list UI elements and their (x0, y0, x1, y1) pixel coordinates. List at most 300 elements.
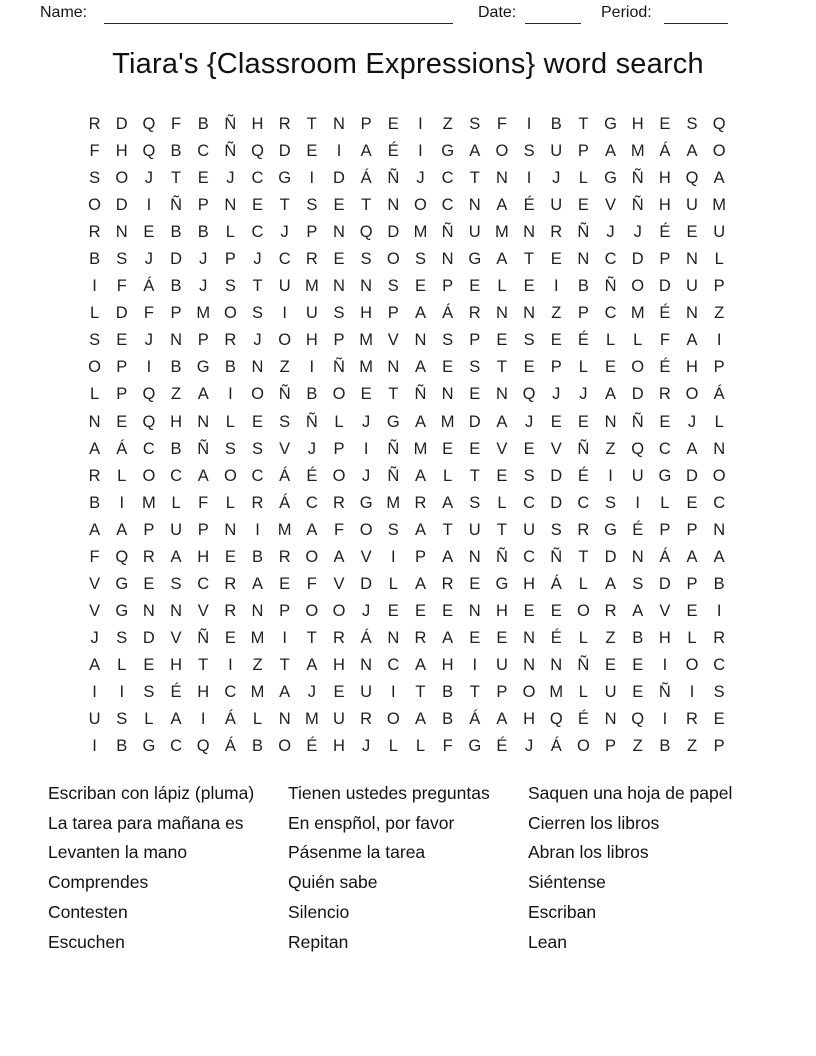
grid-cell: E (496, 628, 508, 647)
grid-cell: S (360, 250, 372, 269)
grid-cell: P (333, 331, 345, 350)
grid-cell: G (495, 574, 509, 593)
grid-cell: N (387, 628, 400, 647)
grid-cell: S (89, 331, 101, 350)
grid-cell: N (333, 223, 345, 242)
grid-cell: D (142, 628, 155, 647)
grid-cell: A (686, 547, 698, 566)
grid-cell: O (278, 737, 292, 756)
word-list-item: Tienen ustedes preguntas (288, 783, 490, 803)
grid-cell: S (170, 574, 182, 593)
grid-cell: H (495, 601, 508, 620)
grid-cell: Q (142, 412, 156, 431)
grid-cell: H (333, 737, 345, 756)
grid-cell: Q (685, 169, 699, 188)
grid-cell: L (578, 574, 588, 593)
grid-cell: H (523, 710, 536, 729)
grid-cell: H (197, 683, 210, 701)
grid-cell: U (360, 683, 373, 701)
grid-cell: I (363, 439, 369, 458)
grid-cell: T (578, 115, 589, 134)
grid-cell: J (90, 628, 99, 647)
grid-cell: O (223, 466, 237, 485)
grid-cell: F (116, 277, 127, 296)
grid-cell: Á (713, 385, 725, 404)
grid-cell: R (468, 304, 481, 323)
grid-cell: D (115, 196, 128, 215)
grid-cell: P (279, 601, 291, 620)
grid-cell: E (414, 277, 426, 296)
grid-cell: N (224, 196, 237, 215)
grid-cell: C (441, 196, 454, 215)
grid-cell: P (713, 737, 725, 756)
grid-cell: O (576, 737, 590, 756)
grid-cell: É (659, 358, 671, 377)
grid-cell: A (713, 547, 725, 566)
grid-cell: Ñ (631, 169, 644, 188)
grid-cell: I (472, 655, 478, 674)
grid-cell: A (605, 385, 617, 404)
grid-cell: P (442, 277, 454, 296)
grid-cell: Á (143, 277, 155, 296)
grid-cell: D (170, 250, 182, 269)
grid-cell: J (253, 331, 262, 350)
grid-cell: A (197, 466, 209, 485)
grid-cell: A (632, 601, 644, 620)
grid-cell: O (88, 196, 101, 215)
grid-cell: É (632, 520, 644, 539)
grid-cell: É (659, 223, 671, 242)
grid-cell: Q (712, 115, 726, 134)
date-blank-line (525, 5, 581, 24)
grid-cell: L (117, 655, 127, 674)
grid-cell: Q (251, 142, 264, 161)
grid-cell: E (333, 250, 345, 269)
grid-cell: A (605, 142, 617, 161)
grid-cell: É (523, 196, 535, 215)
grid-cell: C (577, 493, 590, 512)
grid-cell: R (333, 493, 345, 512)
grid-cell: É (577, 710, 589, 729)
grid-cell: A (414, 358, 426, 377)
grid-cell: E (116, 331, 128, 350)
grid-cell: C (197, 574, 210, 593)
grid-cell: A (442, 493, 454, 512)
grid-cell: A (713, 169, 725, 188)
word-list-item: La tarea para mañana es (48, 812, 244, 833)
grid-cell: A (496, 196, 508, 215)
grid-cell: E (605, 655, 617, 674)
grid-cell: B (306, 385, 318, 404)
word-list-item: En enspñol, por favor (288, 812, 455, 833)
grid-cell: J (144, 169, 154, 188)
grid-cell: U (550, 142, 563, 161)
grid-cell: G (386, 412, 400, 431)
grid-cell: V (550, 439, 562, 458)
grid-cell: N (604, 412, 617, 431)
grid-cell: A (414, 655, 426, 674)
grid-cell: L (633, 331, 643, 350)
grid-cell: L (144, 710, 154, 729)
grid-cell: E (143, 655, 155, 674)
grid-cell: Ñ (197, 628, 210, 647)
grid-cell: E (116, 412, 128, 431)
grid-cell: E (632, 655, 644, 674)
grid-cell: D (278, 142, 291, 161)
grid-cell: D (468, 412, 481, 431)
grid-cell: I (418, 142, 423, 161)
grid-cell: S (116, 628, 128, 647)
grid-cell: U (333, 710, 345, 729)
grid-cell: É (306, 466, 318, 485)
grid-cell: Ñ (604, 277, 617, 296)
grid-cell: H (631, 115, 644, 134)
grid-cell: V (89, 601, 101, 620)
grid-cell: Á (360, 628, 372, 647)
grid-cell: A (197, 385, 209, 404)
grid-cell: O (414, 196, 427, 215)
grid-cell: P (197, 331, 209, 350)
grid-cell: R (550, 223, 563, 242)
grid-cell: L (578, 628, 588, 647)
grid-cell: D (686, 466, 698, 485)
grid-cell: U (550, 196, 563, 215)
grid-cell: Á (659, 142, 671, 161)
grid-cell: A (414, 710, 426, 729)
grid-cell: N (441, 385, 454, 404)
grid-cell: O (386, 250, 400, 269)
grid-cell: C (251, 169, 264, 188)
grid-cell: P (713, 277, 725, 296)
grid-cell: I (146, 358, 152, 377)
grid-cell: E (252, 196, 264, 215)
grid-cell: D (550, 466, 563, 485)
grid-cell: A (414, 304, 426, 323)
grid-cell: D (604, 547, 617, 566)
name-label: Name: (40, 4, 88, 21)
grid-cell: P (686, 520, 698, 539)
grid-cell: V (89, 574, 101, 593)
grid-cell: I (119, 493, 125, 512)
grid-cell: N (170, 601, 182, 620)
grid-cell: P (605, 737, 617, 756)
grid-cell: T (388, 385, 399, 404)
grid-cell: U (713, 223, 726, 242)
grid-cell: Z (632, 737, 643, 756)
grid-cell: U (170, 520, 182, 539)
grid-cell: P (116, 385, 128, 404)
grid-cell: Á (659, 547, 671, 566)
grid-cell: E (605, 358, 617, 377)
grid-cell: G (196, 358, 210, 377)
grid-cell: N (142, 601, 155, 620)
grid-cell: E (469, 277, 481, 296)
grid-cell: C (658, 439, 671, 458)
grid-cell: Q (522, 385, 536, 404)
grid-cell: G (359, 493, 373, 512)
grid-cell: M (549, 683, 564, 701)
grid-cell: H (170, 412, 182, 431)
grid-cell: O (631, 277, 645, 296)
grid-cell: A (414, 466, 426, 485)
grid-cell: D (387, 223, 400, 242)
grid-cell: T (469, 683, 480, 701)
grid-cell: L (415, 737, 426, 756)
grid-cell: A (360, 142, 372, 161)
grid-cell: H (441, 655, 454, 674)
word-list-item: Escriban con lápiz (pluma) (48, 783, 255, 803)
grid-cell: Ñ (550, 547, 563, 566)
grid-cell: Z (551, 304, 562, 323)
grid-cell: B (170, 277, 182, 296)
grid-cell: I (635, 493, 640, 512)
grid-cell: J (687, 412, 697, 431)
grid-cell: A (496, 250, 508, 269)
grid-cell: B (442, 710, 454, 729)
grid-cell: O (631, 358, 645, 377)
grid-cell: G (468, 250, 482, 269)
word-list-item: Comprendes (48, 872, 149, 893)
grid-cell: J (606, 223, 615, 242)
grid-cell: L (660, 493, 670, 512)
grid-cell: I (309, 358, 315, 377)
grid-cell: H (360, 304, 373, 323)
word-list-column-2 (288, 779, 490, 957)
grid-cell: P (659, 250, 671, 269)
grid-cell: E (442, 439, 454, 458)
grid-cell: E (496, 331, 508, 350)
grid-cell: A (414, 412, 426, 431)
grid-cell: R (224, 331, 237, 350)
grid-cell: M (277, 520, 292, 539)
grid-cell: S (469, 115, 481, 134)
grid-cell: R (278, 115, 291, 134)
grid-cell: B (170, 439, 182, 458)
grid-cell: É (577, 466, 589, 485)
grid-cell: Q (142, 385, 156, 404)
grid-cell: É (577, 331, 589, 350)
grid-cell: S (469, 493, 481, 512)
grid-cell: E (333, 683, 345, 701)
grid-cell: N (115, 223, 128, 242)
date-label: Date: (478, 4, 517, 21)
grid-cell: M (413, 223, 428, 242)
grid-cell: Q (142, 115, 156, 134)
grid-cell: S (686, 115, 698, 134)
grid-cell: Ñ (224, 115, 237, 134)
grid-cell: I (146, 196, 152, 215)
grid-cell: B (252, 737, 264, 756)
grid-cell: S (523, 331, 535, 350)
grid-cell: L (605, 331, 616, 350)
grid-cell: A (496, 412, 508, 431)
grid-cell: N (468, 601, 481, 620)
grid-cell: O (305, 601, 319, 620)
grid-cell: G (115, 601, 129, 620)
grid-cell: O (332, 466, 346, 485)
grid-cell: I (553, 277, 559, 296)
grid-cell: H (251, 115, 264, 134)
grid-cell: G (604, 115, 617, 134)
grid-cell: N (197, 412, 210, 431)
grid-cell: E (686, 223, 698, 242)
grid-cell: G (604, 520, 617, 539)
grid-cell: V (197, 601, 209, 620)
grid-cell: O (332, 601, 346, 620)
grid-cell: R (441, 574, 454, 593)
grid-cell: E (442, 601, 454, 620)
grid-cell: E (442, 358, 454, 377)
grid-cell: E (550, 601, 562, 620)
grid-cell: N (441, 250, 454, 269)
grid-cell: Z (686, 737, 698, 756)
grid-cell: I (228, 385, 233, 404)
grid-cell: I (282, 304, 287, 323)
grid-cell: E (224, 547, 236, 566)
grid-cell: T (442, 520, 453, 539)
grid-cell: C (170, 737, 182, 756)
grid-cell: A (605, 574, 617, 593)
grid-cell: N (523, 628, 536, 647)
grid-cell: S (89, 169, 101, 188)
grid-cell: P (577, 304, 589, 323)
grid-cell: E (632, 683, 644, 701)
grid-cell: L (388, 574, 398, 593)
grid-cell: L (89, 304, 100, 323)
grid-cell: Ñ (333, 358, 345, 377)
grid-cell: N (224, 520, 237, 539)
grid-cell: G (604, 169, 617, 188)
grid-cell: I (608, 466, 613, 485)
grid-cell: R (251, 493, 264, 512)
grid-cell: D (631, 250, 644, 269)
grid-cell: J (362, 466, 371, 485)
grid-cell: R (88, 466, 101, 485)
grid-cell: I (119, 683, 125, 701)
grid-cell: F (442, 737, 453, 756)
grid-cell: L (89, 385, 100, 404)
grid-cell: L (687, 628, 697, 647)
grid-cell: O (223, 304, 237, 323)
grid-cell: J (307, 439, 316, 458)
grid-cell: Ñ (441, 223, 454, 242)
grid-cell: U (604, 683, 617, 701)
grid-cell: L (225, 223, 235, 242)
grid-cell: N (414, 331, 427, 350)
grid-cell: U (686, 196, 698, 215)
grid-cell: N (495, 169, 508, 188)
grid-cell: Á (469, 710, 481, 729)
grid-cell: T (306, 628, 317, 647)
grid-cell: R (142, 547, 155, 566)
grid-cell: H (333, 655, 345, 674)
grid-cell: Á (550, 737, 562, 756)
grid-cell: O (359, 520, 373, 539)
grid-cell: T (279, 196, 290, 215)
grid-cell: D (658, 277, 671, 296)
grid-cell: D (115, 115, 128, 134)
grid-cell: I (391, 683, 396, 701)
grid-cell: T (578, 547, 589, 566)
grid-cell: A (333, 547, 345, 566)
grid-cell: J (552, 169, 561, 188)
grid-cell: T (361, 196, 372, 215)
grid-cell: N (360, 655, 373, 674)
grid-cell: I (92, 737, 97, 756)
grid-cell: I (526, 115, 532, 134)
grid-cell: B (632, 628, 644, 647)
grid-cell: A (496, 710, 508, 729)
grid-cell: J (144, 250, 154, 269)
grid-cell: P (469, 331, 481, 350)
grid-cell: É (387, 142, 399, 161)
grid-cell: R (88, 115, 101, 134)
grid-cell: I (282, 628, 287, 647)
grid-cell: U (468, 223, 481, 242)
grid-cell: S (224, 439, 236, 458)
grid-cell: Á (224, 737, 236, 756)
grid-cell: Á (116, 439, 128, 458)
grid-cell: U (495, 655, 508, 674)
grid-cell: C (523, 547, 536, 566)
grid-cell: M (250, 683, 265, 701)
grid-cell: Z (714, 304, 725, 323)
grid-cell: B (116, 737, 128, 756)
grid-cell: A (686, 331, 698, 350)
grid-cell: É (496, 737, 508, 756)
grid-cell: V (659, 601, 671, 620)
grid-cell: C (604, 250, 617, 269)
grid-cell: E (333, 196, 345, 215)
grid-cell: M (142, 493, 156, 512)
grid-cell: Q (142, 142, 156, 161)
grid-cell: Á (442, 304, 454, 323)
word-list-item: Quién sabe (288, 872, 378, 893)
grid-cell: Z (605, 628, 616, 647)
grid-cell: Ñ (577, 655, 590, 674)
grid-cell: N (631, 547, 644, 566)
grid-cell: L (578, 683, 588, 701)
grid-cell: L (714, 412, 724, 431)
grid-cell: H (658, 169, 671, 188)
grid-cell: C (278, 250, 291, 269)
grid-cell: C (441, 169, 454, 188)
grid-cell: É (550, 628, 562, 647)
grid-cell: H (170, 655, 182, 674)
grid-cell: V (496, 439, 508, 458)
grid-cell: Ñ (658, 683, 671, 701)
word-list-item: Silencio (288, 901, 350, 922)
grid-cell: V (333, 574, 345, 593)
grid-cell: S (252, 304, 264, 323)
grid-cell: I (336, 142, 342, 161)
grid-cell: C (197, 142, 210, 161)
grid-cell: N (686, 250, 698, 269)
grid-cell: I (689, 683, 695, 701)
grid-cell: F (89, 547, 100, 566)
grid-cell: J (280, 223, 289, 242)
grid-cell: S (387, 277, 399, 296)
grid-cell: M (359, 358, 374, 377)
grid-cell: N (387, 358, 400, 377)
grid-cell: L (497, 277, 507, 296)
grid-cell: N (387, 196, 400, 215)
grid-cell: S (387, 520, 399, 539)
grid-cell: N (604, 710, 617, 729)
grid-cell: M (712, 196, 727, 215)
grid-cell: P (550, 358, 562, 377)
grid-cell: O (142, 466, 156, 485)
